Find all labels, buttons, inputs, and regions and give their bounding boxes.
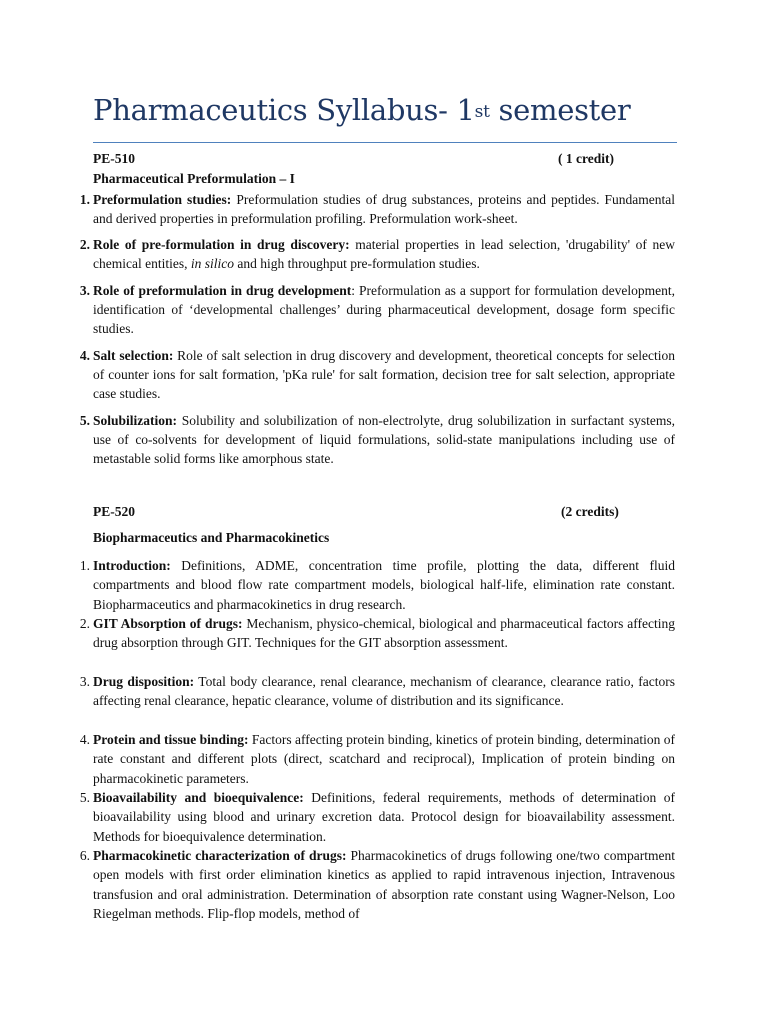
item-text: Role of salt selection in drug discovery and development, theoretical concepts for selection of counter ions for salt formation, 'pKa rule' for salt formation, decision tree for salt selection, appropriate case studies. [93,348,675,402]
item-heading: Protein and tissue binding: [93,732,249,747]
list-item [79,235,675,273]
item-heading: Preformulation studies: [93,192,232,207]
item-text: Definitions, ADME, concentration time profile, plotting the data, different fluid compartments and blood flow rate compartment models, biological half-life, elimination rate constant. Biopharmaceutics and pharmacokinetics in drug research. [93,558,675,612]
page-title: Pharmaceutics Syllabus- 1st semester [93,93,631,127]
list-number: 4. [79,348,90,363]
item-heading: Pharmacokinetic characterization of drugs: [93,848,347,863]
list-item [79,730,676,788]
item-text: Total body clearance, renal clearance, mechanism of clearance, clearance ratio, factors affecting renal clearance, hepatic clearance, volume of distribution and its significance. [93,674,675,709]
item-heading: Drug disposition: [93,674,195,689]
item-text: Factors affecting protein binding, kinetics of protein binding, determination of rate constant and different plots (direct, scatchard and reciprocal), Implication of protein binding on pharmacokinetic parameters. [93,732,676,786]
list-number: 1. [79,558,90,573]
title-superscript: st [474,102,490,122]
list-item [79,556,675,614]
item-text: Preformulation studies of drug substances, proteins and peptides. Fundamental and derived properties in preformulation profiling. Preformulation work-sheet. [93,192,676,227]
title-divider [93,142,677,143]
list-item [79,846,675,923]
list-number: 3. [79,674,90,689]
item-text: Pharmacokinetics of drugs following one/two compartment open models with first order elimination kinetics as applied to rapid intravenous injection, Intravenous transfusion and oral administration. Determination of absorption rate constant using Wagner-Nelson, Loo Riegelman methods. Flip-flop models, method of [93,848,675,921]
course-code-pe510: PE-510 [93,151,135,166]
list-item [79,281,675,339]
item-heading: GIT Absorption of drugs: [93,616,243,631]
list-number: 3. [79,283,90,298]
list-number: 2. [79,237,90,252]
list-number: 4. [79,732,90,747]
item-heading: Salt selection: [93,348,174,363]
course-code-pe520: PE-520 [93,504,135,519]
list-number: 5. [79,413,90,428]
list-item [79,346,675,404]
list-item [79,672,675,711]
course-credit-pe520: (2 credits) [561,504,619,519]
item-heading: Introduction: [93,558,171,573]
item-heading: Solubilization: [93,413,178,428]
list-number: 6. [79,848,90,863]
list-item [79,614,675,653]
course-subject-pe510: Pharmaceutical Preformulation – I [93,171,295,186]
item-text: Mechanism, physico-chemical, biological and pharmaceutical factors affecting drug absorption through GIT. Techniques for the GIT absorption assessment. [93,616,675,651]
item-text: Solubility and solubilization of non-electrolyte, drug solubilization in surfactant systems, use of co-solvents for development of liquid formulations, solid-state manipulations including use of metastable solid forms like amorphous state. [93,413,675,467]
list-number: 1. [79,192,90,207]
list-item [79,411,675,469]
item-heading: Role of preformulation in drug development [93,283,352,298]
list-number: 2. [79,616,90,631]
item-text: material properties in lead selection, 'drugability' of new chemical entities, [93,237,675,272]
list-item [79,190,676,228]
list-number: 5. [79,790,90,805]
item-text: and high throughput pre-formulation studies. [233,256,480,272]
item-heading: Bioavailability and bioequivalence: [93,790,304,805]
course-credit-pe510: ( 1 credit) [558,151,614,166]
item-italic-text: in silico [190,256,234,272]
item-text: : Preformulation as a support for formulation development, identification of ‘developmental challenges’ during pharmaceutical development, dosage form specific studies. [93,283,675,337]
item-heading: Role of pre-formulation in drug discovery: [93,237,350,252]
course-subject-pe520: Biopharmaceutics and Pharmacokinetics [93,530,330,545]
list-item [79,788,675,846]
item-text: Definitions, federal requirements, methods of determination of bioavailability using blood and urinary excretion data. Protocol design for bioavailability assessment. Methods for bioequivalence determination. [93,790,675,844]
